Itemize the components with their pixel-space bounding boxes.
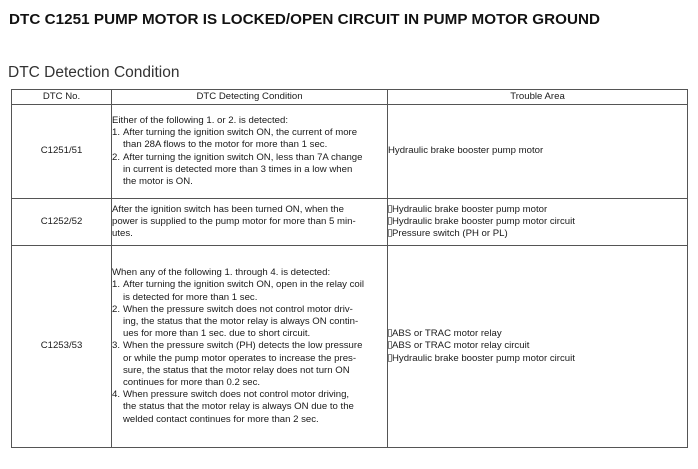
condition-item: 1. After turning the ignition switch ON, open in the relay coil [112, 279, 365, 291]
trouble-area-item: Pressure switch (PH or PL) [388, 228, 687, 240]
trouble-area-item: Hydraulic brake booster pump motor [388, 204, 687, 216]
trouble-area [388, 246, 688, 448]
condition-intro: When any of the following 1. through 4. is detected: [112, 267, 331, 279]
condition-item: 3. When the pressure switch (PH) detects the low pressure [112, 340, 363, 352]
header-detecting-condition: DTC Detecting Condition [112, 90, 388, 105]
table-row [12, 105, 688, 199]
condition-item-line: is detected for more than 1 sec. [123, 291, 258, 303]
trouble-area-item: Hydraulic brake booster pump motor [388, 145, 544, 157]
table-row [12, 246, 688, 448]
detecting-condition [112, 246, 388, 448]
condition-item-line: ing, the status that the motor relay is always ON contin- [123, 315, 359, 327]
condition-item-line: continues for more than 0.2 sec. [123, 377, 261, 388]
condition-item-line: than 28A flows to the motor for more than 1 sec. [123, 139, 328, 151]
table-row [12, 199, 688, 246]
trouble-area [388, 105, 688, 199]
condition-item-line: ues for more than 1 sec. due to short circuit. [123, 328, 311, 340]
condition-item: 1. After turning the ignition switch ON, the current of more [112, 127, 358, 139]
header-trouble-area: Trouble Area [388, 90, 688, 105]
page-title: DTC C1251 PUMP MOTOR IS LOCKED/OPEN CIRCUIT IN PUMP MOTOR GROUND [9, 11, 601, 28]
header-dtc-no: DTC No. [12, 90, 112, 105]
condition-item-line: welded contact continues for more than 2 sec. [123, 413, 319, 425]
condition-line: power is supplied to the pump motor for more than 5 min- [112, 215, 356, 227]
condition-item: 4. When pressure switch does not control motor driving, [112, 389, 350, 401]
condition-line: After the ignition switch has been turned ON, when the [112, 203, 344, 215]
condition-item-line: or while the pump motor operates to increase the pres- [123, 352, 357, 364]
dtc-detection-table [11, 89, 688, 448]
detecting-condition [112, 199, 388, 246]
detecting-condition [112, 105, 388, 199]
section-title: DTC Detection Condition [8, 64, 180, 81]
trouble-area-item: ABS or TRAC motor relay [388, 328, 687, 340]
dtc-code: C1253/53 [12, 246, 112, 448]
condition-item-line: the status that the motor relay is always ON due to the [123, 401, 354, 413]
condition-line: utes. [112, 228, 133, 240]
condition-item-line: in current is detected more than 3 times in a low when [123, 163, 353, 175]
dtc-code: C1251/51 [12, 105, 112, 199]
trouble-area-item: ABS or TRAC motor relay circuit [388, 340, 687, 352]
trouble-area [388, 199, 688, 246]
condition-item: 2. When the pressure switch does not control motor driv- [112, 303, 353, 315]
dtc-code: C1252/52 [12, 199, 112, 246]
table-header-row [12, 90, 688, 105]
trouble-area-item: Hydraulic brake booster pump motor circuit [388, 353, 687, 365]
trouble-area-item: Hydraulic brake booster pump motor circuit [388, 216, 687, 228]
condition-item-line: the motor is ON. [123, 175, 193, 187]
condition-item: 2. After turning the ignition switch ON, less than 7A change [112, 151, 363, 163]
condition-intro: Either of the following 1. or 2. is detected: [112, 114, 288, 126]
condition-item-line: sure, the status that the motor relay does not turn ON [123, 364, 350, 376]
